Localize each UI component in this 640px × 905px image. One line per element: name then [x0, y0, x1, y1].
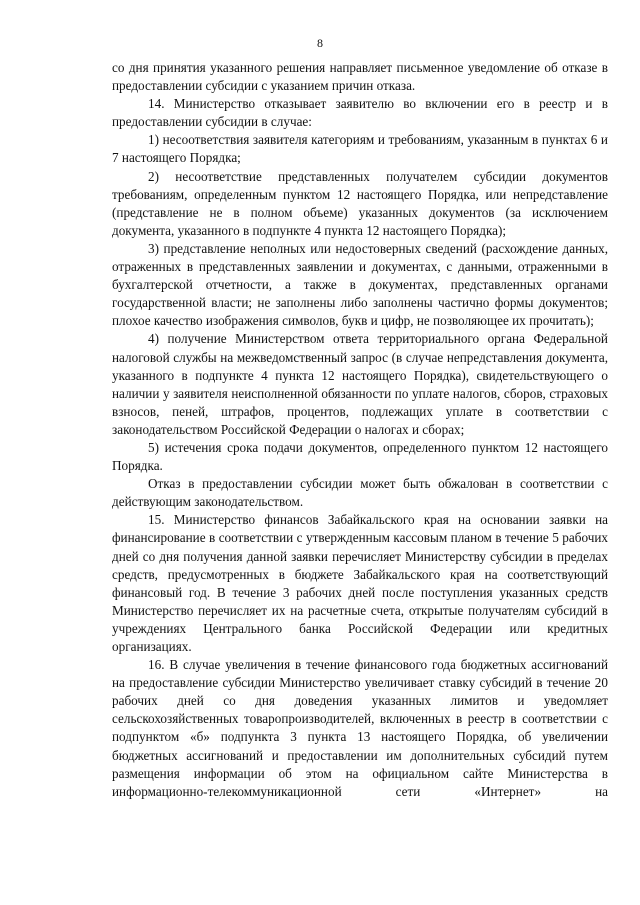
paragraph-item-1: 1) несоответствия заявителя категориям и требованиям, указанным в пунктах 6 и 7 настоящего Порядка;: [112, 132, 608, 166]
paragraph-appeal: Отказ в предоставлении субсидии может быть обжалован в соответствии с действующим законодательством.: [112, 476, 608, 510]
paragraph-continuation: со дня принятия указанного решения направляет письменное уведомление об отказе в предоставлении субсидии с указанием причин отказа.: [112, 60, 608, 94]
paragraph-clause-16: 16. В случае увеличения в течение финансового года бюджетных ассигнований на предоставление субсидии Министерство увеличивает ставку субсидий в течение 20 рабочих дней со дня доведения указанных лимитов и уведомляет сельскохозяйственных товаропроизводителей, включенных в реестр в соответствии с подпунктом «б» подпункта 3 пункта 13 настоящего Порядка, об увеличении бюджетных ассигнований и предоставлении им дополнительных субсидий путем размещения информации об этом на официальном сайте Министерства в информационно-телекоммуникационной сети «Интернет» на: [112, 657, 608, 799]
paragraph-item-3: 3) представление неполных или недостоверных сведений (расхождение данных, отраженных в представленных заявлении и документах, с данными, отраженными в бухгалтерской отчетности, а также в документах, представленных органами государственной власти; не заполнены либо заполнены частично формы документов; плохое качество изображения символов, букв и цифр, не позволяющее их прочитать);: [112, 240, 608, 329]
paragraph-clause-14: 14. Министерство отказывает заявителю во включении его в реестр и в предоставлении субсидии в случае:: [112, 96, 608, 130]
paragraph-item-4: 4) получение Министерством ответа территориального органа Федеральной налоговой службы на межведомственный запрос (в случае непредставления документа, указанного в подпункте 4 пункта 12 настоящего Порядка), свидетельствующего о наличии у заявителя неисполненной обязанности по уплате налогов, сборов, страховых взносов, пеней, штрафов, процентов, подлежащих уплате в соответствии с законодательством Российской Федерации о налогах и сборах;: [112, 331, 608, 437]
paragraph-clause-15: 15. Министерство финансов Забайкальского края на основании заявки на финансирование в соответствии с утвержденным кассовым планом в течение 5 рабочих дней со дня получения данной заявки перечисляет Министерству субсидии в пределах средств, предусмотренных в бюджете Забайкальского края на соответствующий финансовый год. В течение 3 рабочих дней после поступления указанных средств Министерство перечисляет их на расчетные счета, открытые получателям субсидий в учреждениях Центрального банка Российской Федерации или кредитных организациях.: [112, 512, 608, 654]
paragraph-item-5: 5) истечения срока подачи документов, определенного пунктом 12 настоящего Порядка.: [112, 439, 608, 474]
paragraph-item-2: 2) несоответствие представленных получателем субсидии документов требованиям, определенным пунктом 12 настоящего Порядка, или непредставление (представление не в полном объеме) указанных документов (за исключением документа, указанного в подпункте 4 пункта 12 настоящего Порядка);: [112, 168, 608, 238]
document-body: [112, 59, 608, 801]
page-number: 8: [317, 36, 323, 50]
